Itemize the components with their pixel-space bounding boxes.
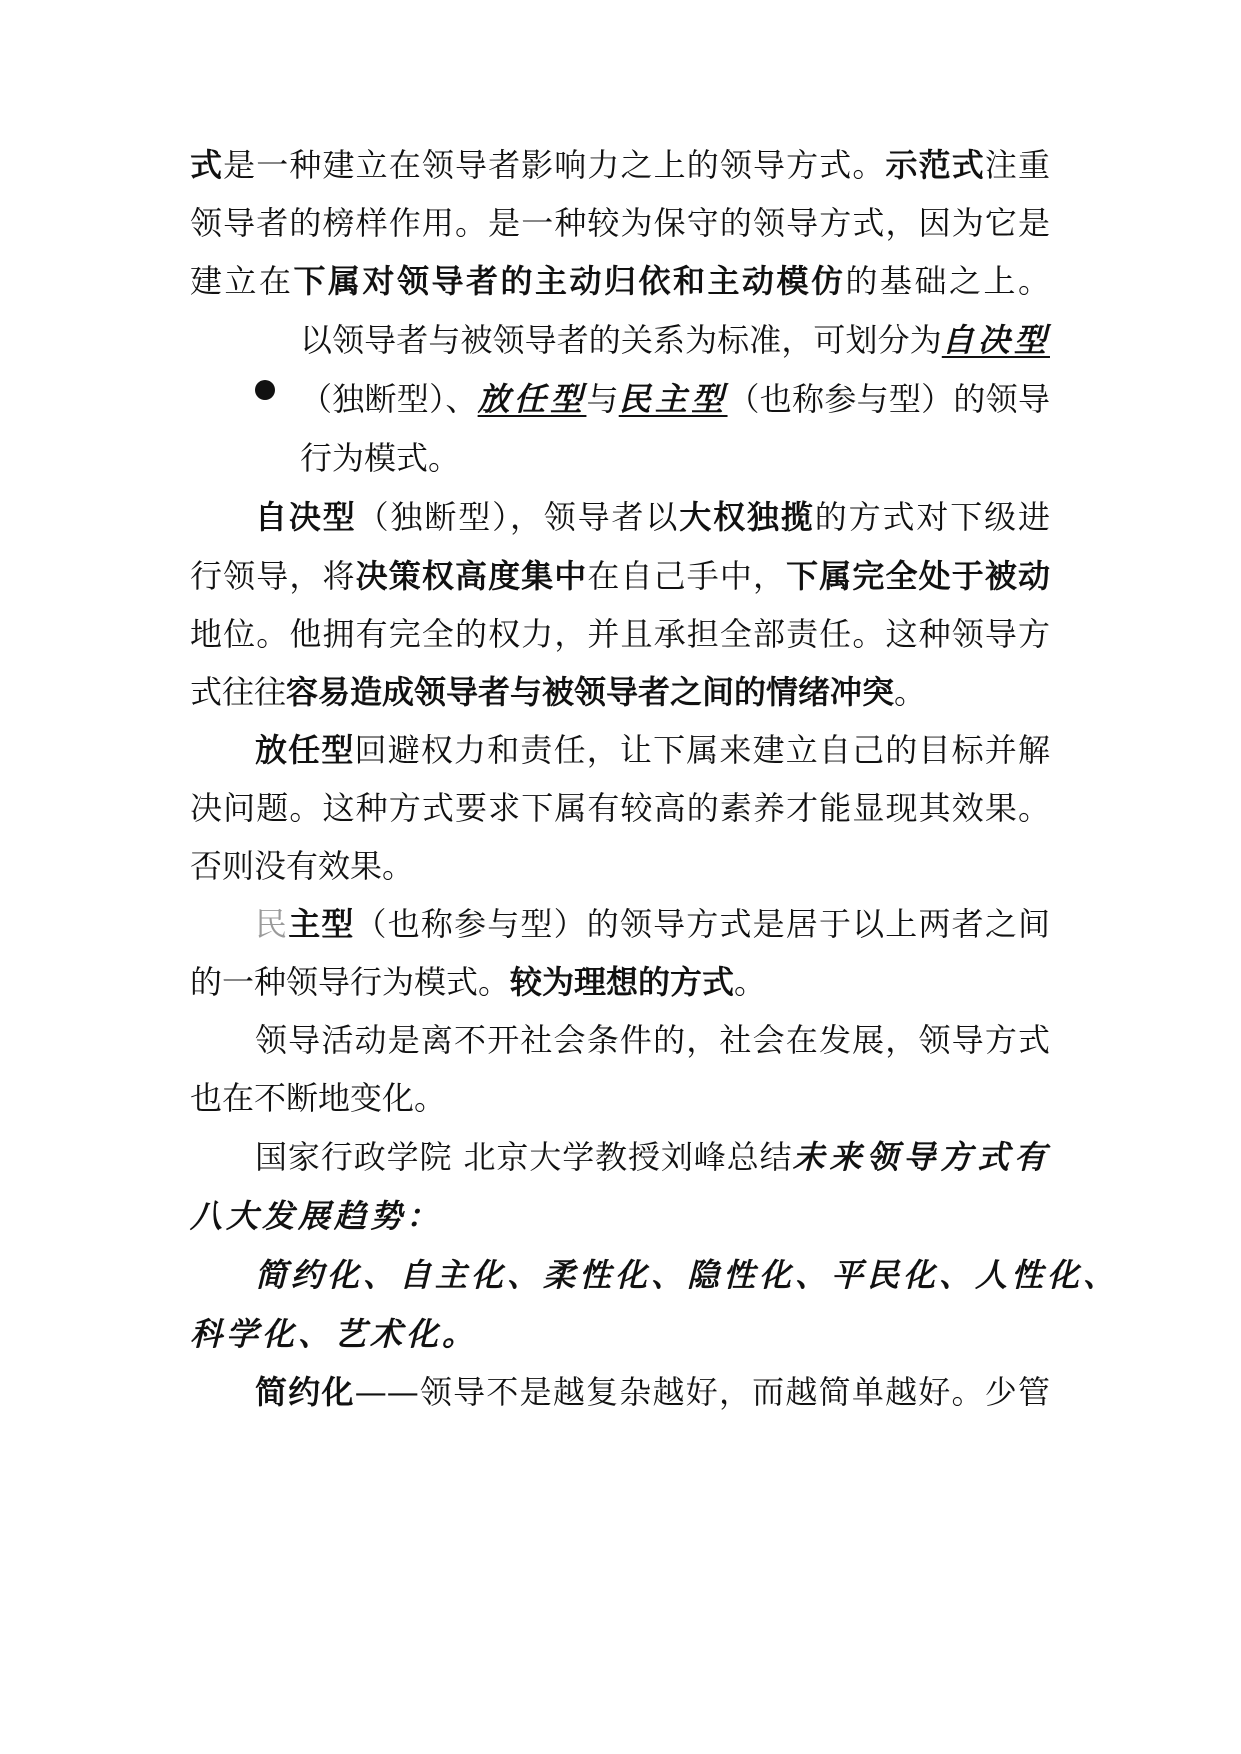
text-run: 。 <box>894 673 927 711</box>
text-run: 民 <box>255 905 289 943</box>
term-jianyue: 简约化 <box>255 1373 355 1411</box>
text-run: 的方式对下级进 <box>814 498 1050 536</box>
text-run: （独断型）、 <box>300 380 478 418</box>
term-shifan: 示范式 <box>885 146 985 184</box>
bullet-line-1 <box>300 320 1050 360</box>
paragraph-line-9 <box>190 788 1050 828</box>
text-run: 决问题。这种方式要求下属有较高的素养才能显现其效果。 <box>190 789 1050 827</box>
paragraph-line-19 <box>255 1372 1050 1412</box>
term-minzhu: 民主型 <box>618 380 728 418</box>
text-run: 的一种领导行为模式。 <box>190 963 511 1001</box>
paragraph-line-2 <box>190 203 1050 243</box>
bold-phrase: 较为理想的方式 <box>510 963 735 1001</box>
paragraph-line-1 <box>190 145 1050 185</box>
paragraph-line-7 <box>190 672 1050 712</box>
paragraph-line-4 <box>255 497 1050 537</box>
text-run: 行领导，将 <box>190 557 356 595</box>
heading-phrase: 未来领导方式有 <box>792 1138 1050 1176</box>
text-run: 也在不断地变化。 <box>190 1079 447 1117</box>
bold-phrase: 下属完全处于被动 <box>786 557 1050 595</box>
text-run: （也称参与型）的领导方式是居于以上两者之间 <box>354 905 1050 943</box>
text-run: 的基础之上。 <box>845 262 1050 300</box>
text-run: 行为模式。 <box>300 439 461 477</box>
term-fangren: 放任型 <box>477 380 587 418</box>
heading-phrase: 八大发展趋势： <box>190 1197 443 1235</box>
text-run: 以领导者与被领导者的关系为标准，可划分为 <box>300 321 942 359</box>
text-run: 建立在 <box>190 262 294 300</box>
text-run: 式往往 <box>190 673 287 711</box>
bullet-line-2 <box>300 379 1050 419</box>
paragraph-line-10 <box>190 846 1050 886</box>
trend-list: 科学化、艺术化。 <box>190 1315 479 1353</box>
text-run: 国家行政学院 北京大学教授刘峰总结 <box>255 1138 793 1176</box>
paragraph-line-17 <box>255 1255 1120 1295</box>
text-run: 领导者的榜样作用。是一种较为保守的领导方式，因为它是 <box>190 204 1050 242</box>
bold-phrase: 大权独揽 <box>679 498 815 536</box>
term-minzhu: 主型 <box>288 905 355 943</box>
paragraph-line-3 <box>190 261 1050 301</box>
paragraph-line-6 <box>190 614 1050 654</box>
term-fangren: 放任型 <box>255 731 355 769</box>
text-run: 领导活动是离不开社会条件的，社会在发展，领导方式 <box>255 1021 1050 1059</box>
paragraph-line-12 <box>190 962 1050 1002</box>
text-run: 地位。他拥有完全的权力，并且承担全部责任。这种领导方 <box>190 615 1050 653</box>
text-run: （独断型），领导者以 <box>356 498 680 536</box>
text-run: 。 <box>734 963 767 1001</box>
paragraph-line-16 <box>190 1196 1050 1236</box>
bold-phrase: 决策权高度集中 <box>355 557 588 595</box>
bold-phrase: 容易造成领导者与被领导者之间的情绪冲突 <box>286 673 895 711</box>
text-run: 注重 <box>984 146 1050 184</box>
bullet-icon <box>255 380 275 400</box>
bold-phrase: 下属对领导者的主动归依和主动模仿 <box>293 262 846 300</box>
paragraph-line-13 <box>255 1020 1050 1060</box>
text-run: 是一种建立在领导者影响力之上的领导方式。 <box>223 146 886 184</box>
trend-list: 简约化、自主化、柔性化、隐性化、平民化、人性化、 <box>255 1256 1120 1294</box>
bullet-line-3 <box>300 438 1050 478</box>
term-zijue: 自决型 <box>941 321 1050 359</box>
paragraph-line-11 <box>255 904 1050 944</box>
paragraph-line-14 <box>190 1078 1050 1118</box>
paragraph-line-8 <box>255 730 1050 770</box>
paragraph-line-5 <box>190 556 1050 596</box>
paragraph-line-18 <box>190 1314 1050 1354</box>
term: 式 <box>190 146 224 184</box>
text-run: 否则没有效果。 <box>190 847 415 885</box>
paragraph-line-15 <box>255 1137 1050 1177</box>
text-run: （也称参与型）的领导 <box>727 380 1050 418</box>
term-zijue: 自决型 <box>255 498 357 536</box>
text-run: 与 <box>586 380 619 418</box>
text-run: 回避权力和责任，让下属来建立自己的目标并解 <box>354 731 1050 769</box>
text-run: 在自己手中， <box>587 557 787 595</box>
text-run: ——领导不是越复杂越好，而越简单越好。少管 <box>354 1373 1050 1411</box>
